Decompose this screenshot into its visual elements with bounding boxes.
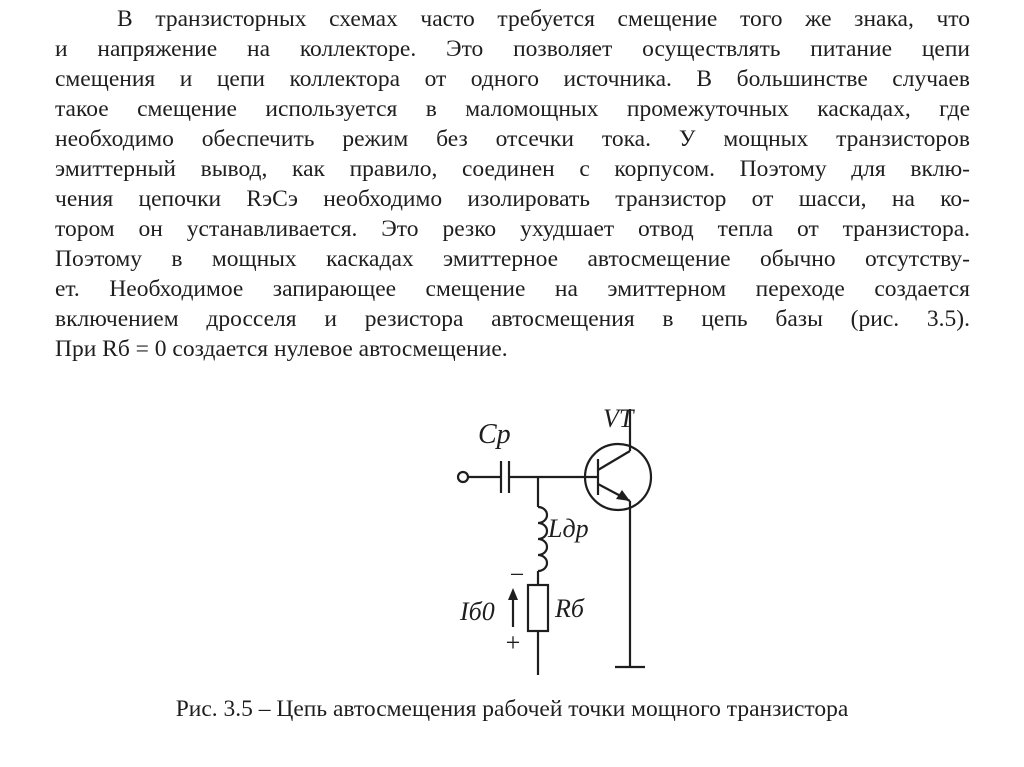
vt-label: VT xyxy=(603,404,634,433)
rb-label: Rб xyxy=(555,594,584,623)
paragraph-line-9: Поэтому в мощных каскадах эмиттерное автосмещение обычно отсутству- xyxy=(55,246,970,272)
minus-sign: − xyxy=(508,560,526,589)
paragraph-line-7: чения цепочки RэCэ необходимо изолировать транзистор от шасси, на ко- xyxy=(55,186,970,212)
paragraph-line-4: такое смещение используется в маломощных промежуточных каскадах, где xyxy=(55,96,970,122)
cp-label: Cр xyxy=(478,419,511,450)
paragraph-line-1: В транзисторных схемах часто требуется смещение того же знака, что xyxy=(117,6,970,32)
resistor-body xyxy=(528,585,548,631)
plus-sign: + xyxy=(504,628,522,657)
paragraph-line-2: и напряжение на коллекторе. Это позволяет осуществлять питание цепи xyxy=(55,36,970,62)
paragraph-line-8: тором он устанавливается. Это резко ухудшает отвод тепла от транзистора. xyxy=(55,216,970,242)
paragraph-line-3: смещения и цепи коллектора от одного источника. В большинстве случаев xyxy=(55,66,970,92)
inductor-coil xyxy=(538,507,547,571)
ib0-label: Iб0 xyxy=(460,597,495,626)
input-terminal xyxy=(458,472,468,482)
paragraph-line-12: При Rб = 0 создается нулевое автосмещение. xyxy=(55,336,508,362)
ldr-label: Lдр xyxy=(548,514,589,543)
current-arrow xyxy=(508,588,518,600)
paragraph-line-6: эмиттерный вывод, как правило, соединен с корпусом. Поэтому для вклю- xyxy=(55,156,970,182)
paragraph-line-11: включением дросселя и резистора автосмещения в цепь базы (рис. 3.5). xyxy=(55,306,970,332)
paragraph-line-10: ет. Необходимое запирающее смещение на эмиттерном переходе создается xyxy=(55,276,970,302)
paragraph-line-5: необходимо обеспечить режим без отсечки тока. У мощных транзисторов xyxy=(55,126,970,152)
figure-caption: Рис. 3.5 – Цепь автосмещения рабочей точки мощного транзистора xyxy=(175,696,849,722)
circuit-diagram xyxy=(440,395,680,685)
